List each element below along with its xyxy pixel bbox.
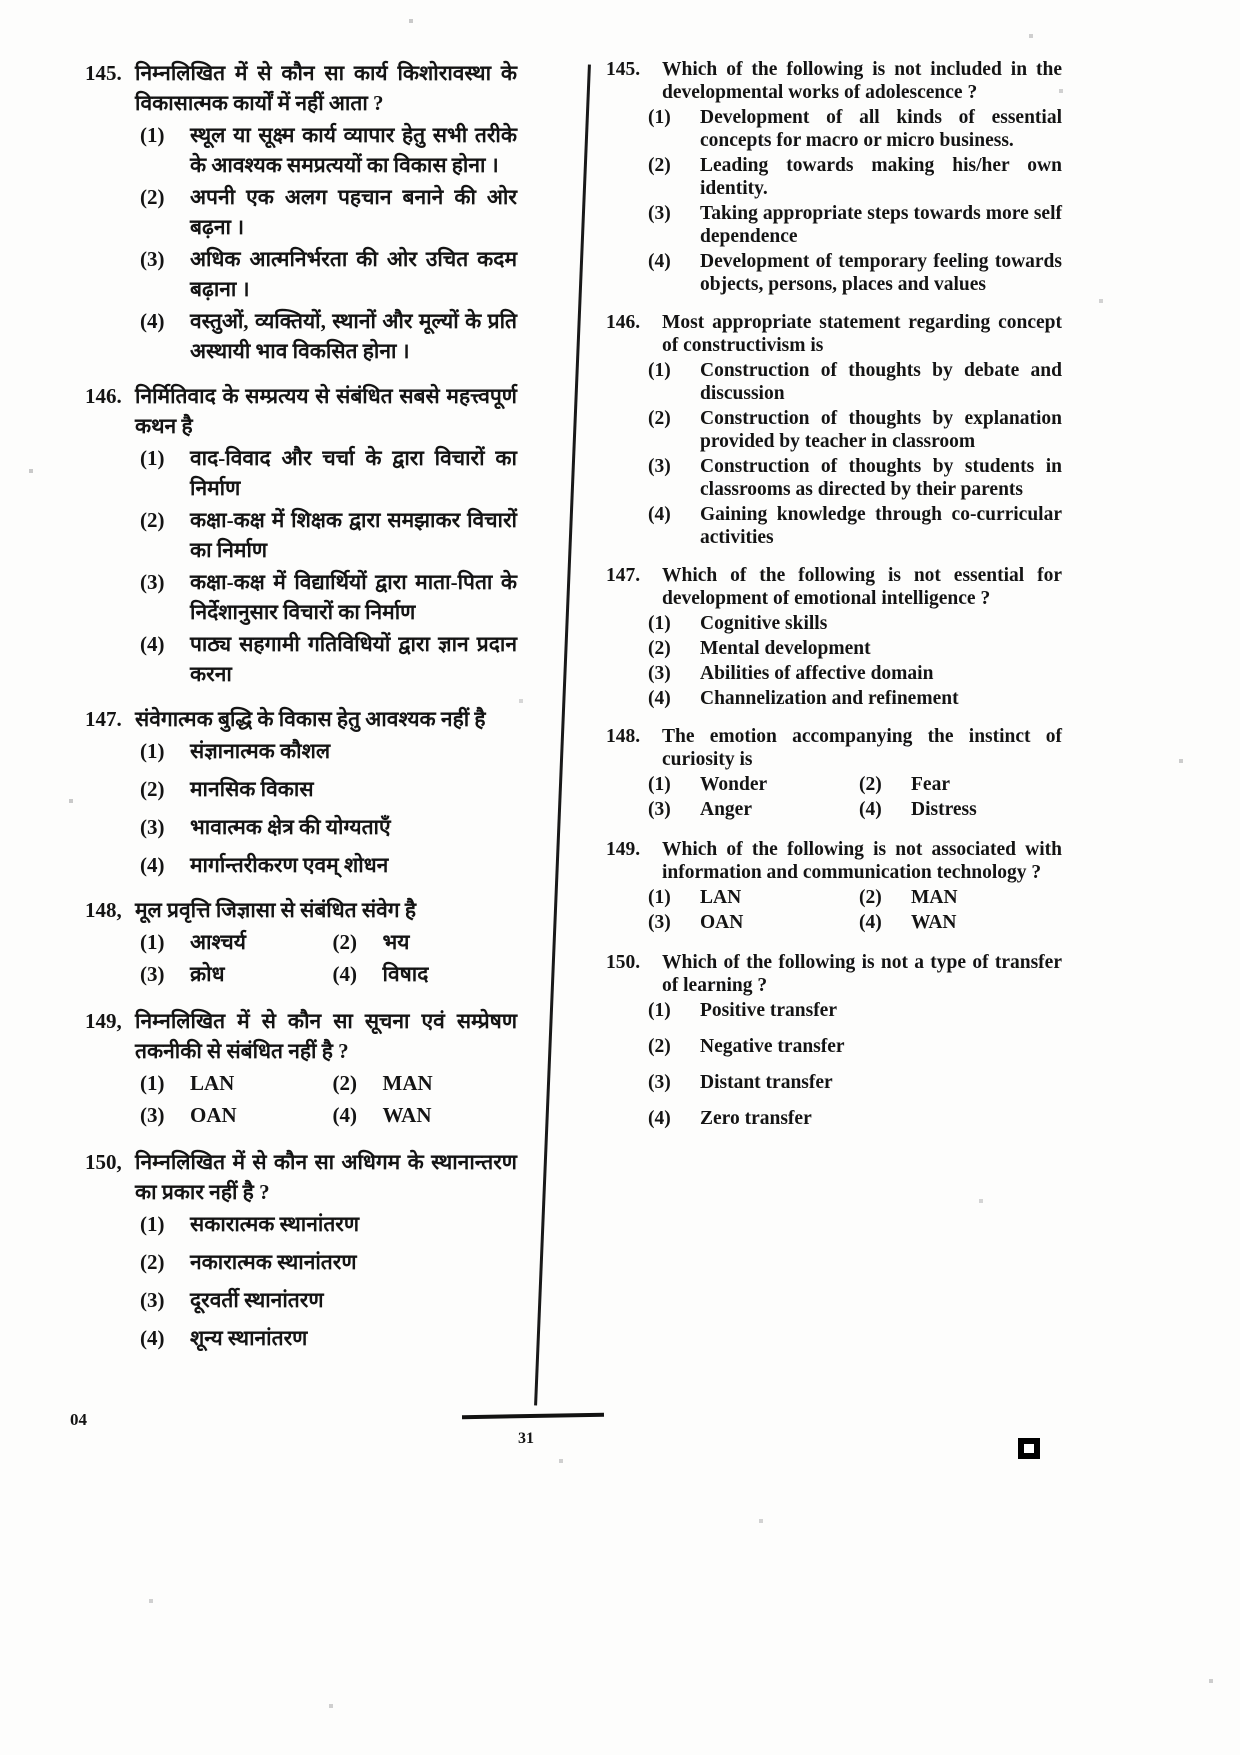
question-header (85, 1147, 517, 1207)
option-text: MAN (911, 887, 958, 908)
option-label: (4) (332, 1103, 357, 1127)
question-number: 150, (85, 1150, 122, 1174)
option-row (648, 886, 851, 909)
option-row (140, 1285, 517, 1315)
option-label: (3) (648, 1072, 671, 1093)
option-label: (1) (140, 1212, 165, 1236)
question-header (85, 895, 517, 925)
option-text: संज्ञानात्मक कौशल (190, 739, 331, 763)
option-label: (1) (648, 107, 671, 128)
option-text: भावात्मक क्षेत्र की योग्यताएँ (190, 815, 391, 839)
question-text: Which of the following is not included in the developmental works of adolescence ? (662, 59, 1062, 103)
option-text: Taking appropriate steps towards more self dependence (700, 203, 1062, 247)
option-label: (3) (140, 815, 165, 839)
option-row (140, 1068, 325, 1098)
option-label: (3) (140, 1288, 165, 1312)
options-list (648, 999, 1062, 1130)
option-text: Leading towards making his/her own identity. (700, 155, 1062, 199)
option-text: सकारात्मक स्थानांतरण (190, 1212, 360, 1236)
option-row (333, 1068, 518, 1098)
question-header (85, 1006, 517, 1066)
option-row (648, 687, 1062, 710)
options-list (140, 1209, 517, 1353)
option-label: (2) (140, 508, 165, 532)
option-row (648, 359, 1062, 405)
option-row (648, 999, 1062, 1022)
option-row (648, 106, 1062, 152)
option-label: (4) (140, 1326, 165, 1350)
option-text: Construction of thoughts by students in classrooms as directed by their parents (700, 456, 1062, 500)
option-label: (1) (140, 446, 165, 470)
option-label: (3) (140, 962, 165, 986)
question-text: निम्नलिखित में से कौन सा सूचना एवं सम्प्रेषण तकनीकी से संबंधित नहीं है ? (135, 1009, 517, 1063)
option-text: Zero transfer (700, 1108, 812, 1129)
question-hindi-146 (85, 381, 517, 689)
options-list (140, 1068, 517, 1132)
question-number: 146. (85, 384, 122, 408)
question-hindi-149 (85, 1006, 517, 1132)
option-text: पाठ्य सहगामी गतिविधियों द्वारा ज्ञान प्रदान करना (190, 632, 517, 686)
option-row (140, 505, 517, 565)
option-row (648, 1071, 1062, 1094)
question-header (85, 381, 517, 441)
option-label: (4) (648, 504, 671, 525)
option-row (333, 927, 518, 957)
option-row (140, 850, 517, 880)
option-row (140, 306, 517, 366)
option-label: (3) (648, 203, 671, 224)
option-row (648, 455, 1062, 501)
option-text: WAN (911, 912, 957, 933)
option-label: (4) (140, 632, 165, 656)
option-text: Anger (700, 799, 752, 820)
option-row (859, 911, 1062, 934)
option-label: (1) (140, 123, 165, 147)
option-row (140, 1247, 517, 1277)
question-number: 150. (606, 952, 641, 973)
question-header (85, 58, 517, 118)
option-row (140, 959, 325, 989)
option-text: WAN (382, 1103, 432, 1127)
question-header (606, 951, 1062, 997)
question-header (606, 311, 1062, 357)
option-row (648, 612, 1062, 635)
option-text: अपनी एक अलग पहचान बनाने की ओर बढ़ना । (190, 185, 517, 239)
option-row (859, 798, 1062, 821)
option-text: आश्चर्य (190, 930, 246, 954)
question-text: निर्मितिवाद के सम्प्रत्यय से संबंधित सबसे महत्त्वपूर्ण कथन है (135, 384, 517, 438)
option-text: शून्य स्थानांतरण (190, 1326, 308, 1350)
option-row (333, 1100, 518, 1130)
options-list (648, 359, 1062, 549)
option-text: OAN (700, 912, 744, 933)
option-text: Distress (911, 799, 977, 820)
question-header (606, 564, 1062, 610)
hindi-question-column (85, 58, 517, 1368)
option-text: मार्गान्तरीकरण एवम् शोधन (190, 853, 389, 877)
option-label: (4) (140, 853, 165, 877)
question-header (606, 725, 1062, 771)
option-label: (4) (859, 912, 882, 933)
option-label: (2) (140, 1250, 165, 1274)
option-label: (1) (140, 739, 165, 763)
option-text: Abilities of affective domain (700, 663, 934, 684)
question-hindi-148 (85, 895, 517, 991)
option-row (648, 637, 1062, 660)
question-text: Which of the following is not associated with information and communication technology ? (662, 839, 1062, 883)
question-number: 147. (85, 707, 122, 731)
option-text: MAN (382, 1071, 433, 1095)
option-text: Cognitive skills (700, 613, 828, 634)
corner-registration-mark-icon (1018, 1438, 1040, 1459)
question-number: 147. (606, 565, 641, 586)
option-label: (2) (648, 1036, 671, 1057)
question-text: निम्नलिखित में से कौन सा अधिगम के स्थानान्तरण का प्रकार नहीं है ? (135, 1150, 517, 1204)
option-label: (3) (648, 456, 671, 477)
options-list (648, 773, 1062, 823)
option-row (859, 886, 1062, 909)
question-header (606, 58, 1062, 104)
option-row (140, 812, 517, 842)
option-text: LAN (700, 887, 742, 908)
option-label: (1) (648, 360, 671, 381)
option-label: (4) (648, 688, 671, 709)
option-text: Wonder (700, 774, 768, 795)
question-english-148 (606, 725, 1062, 823)
option-text: Positive transfer (700, 1000, 837, 1021)
option-label: (3) (140, 1103, 165, 1127)
option-row (140, 182, 517, 242)
option-row (648, 773, 851, 796)
option-text: दूरवर्ती स्थानांतरण (190, 1288, 324, 1312)
option-label: (2) (648, 408, 671, 429)
options-list (140, 120, 517, 366)
option-row (140, 736, 517, 766)
option-text: Gaining knowledge through co-curricular activities (700, 504, 1062, 548)
option-text: Construction of thoughts by explanation provided by teacher in classroom (700, 408, 1062, 452)
option-label: (2) (859, 887, 882, 908)
options-list (648, 886, 1062, 936)
option-label: (4) (859, 799, 882, 820)
option-label: (1) (648, 774, 671, 795)
question-text: निम्नलिखित में से कौन सा कार्य किशोरावस्था के विकासात्मक कार्यों में नहीं आता ? (135, 61, 517, 115)
option-row (648, 662, 1062, 685)
option-text: क्रोध (190, 962, 225, 986)
option-row (648, 503, 1062, 549)
option-label: (3) (648, 799, 671, 820)
option-text: मानसिक विकास (190, 777, 314, 801)
question-number: 149, (85, 1009, 122, 1033)
options-list (140, 927, 517, 991)
question-number: 148, (85, 898, 122, 922)
page-number: 31 (518, 1430, 534, 1447)
option-row (140, 1209, 517, 1239)
option-row (859, 773, 1062, 796)
option-row (140, 567, 517, 627)
option-row (140, 443, 517, 503)
options-list (648, 106, 1062, 296)
option-text: Distant transfer (700, 1072, 833, 1093)
option-row (140, 244, 517, 304)
question-text: Which of the following is not essential for development of emotional intelligence ? (662, 565, 1062, 609)
option-label: (4) (648, 251, 671, 272)
option-text: अधिक आत्मनिर्भरता की ओर उचित कदम बढ़ाना । (190, 247, 517, 301)
option-text: Development of temporary feeling towards objects, persons, places and values (700, 251, 1062, 295)
option-label: (3) (648, 663, 671, 684)
options-list (140, 736, 517, 880)
option-row (648, 407, 1062, 453)
option-label: (2) (648, 638, 671, 659)
option-text: Channelization and refinement (700, 688, 959, 709)
option-text: OAN (190, 1103, 237, 1127)
option-row (648, 250, 1062, 296)
option-row (333, 959, 518, 989)
options-list (140, 443, 517, 689)
option-label: (4) (332, 962, 357, 986)
option-row (648, 1107, 1062, 1130)
option-label: (2) (140, 185, 165, 209)
option-text: भय (382, 930, 410, 954)
question-number: 146. (606, 312, 641, 333)
question-english-150 (606, 951, 1062, 1130)
option-text: Development of all kinds of essential concepts for macro or micro business. (700, 107, 1062, 151)
question-number: 148. (606, 726, 641, 747)
option-label: (2) (140, 777, 165, 801)
option-text: LAN (190, 1071, 235, 1095)
option-label: (1) (140, 1071, 165, 1095)
option-row (140, 774, 517, 804)
option-label: (1) (648, 887, 671, 908)
option-text: Mental development (700, 638, 871, 659)
option-label: (2) (332, 1071, 357, 1095)
option-row (140, 629, 517, 689)
option-text: Construction of thoughts by debate and discussion (700, 360, 1062, 404)
option-label: (3) (140, 570, 165, 594)
question-header (85, 704, 517, 734)
scan-noise-speckles (0, 0, 2, 2)
option-row (648, 798, 851, 821)
option-text: वाद-विवाद और चर्चा के द्वारा विचारों का निर्माण (190, 446, 517, 500)
option-row (648, 154, 1062, 200)
question-number: 145. (85, 61, 122, 85)
option-label: (2) (648, 155, 671, 176)
question-hindi-147 (85, 704, 517, 880)
column-divider-line (534, 64, 591, 1405)
question-hindi-145 (85, 58, 517, 366)
question-text: संवेगात्मक बुद्धि के विकास हेतु आवश्यक नहीं है (135, 707, 486, 731)
option-text: नकारात्मक स्थानांतरण (190, 1250, 357, 1274)
option-row (140, 1323, 517, 1353)
option-label: (1) (648, 1000, 671, 1021)
option-label: (3) (140, 247, 165, 271)
footer-rule-line (462, 1413, 604, 1419)
option-row (648, 202, 1062, 248)
booklet-code: 04 (70, 1410, 87, 1429)
question-english-149 (606, 838, 1062, 936)
question-number: 145. (606, 59, 641, 80)
question-number: 149. (606, 839, 641, 860)
option-label: (2) (332, 930, 357, 954)
option-text: वस्तुओं, व्यक्तियों, स्थानों और मूल्यों के प्रति अस्थायी भाव विकसित होना । (190, 309, 517, 363)
english-question-column (606, 58, 1062, 1145)
option-text: कक्षा-कक्ष में विद्यार्थियों द्वारा माता-पिता के निर्देशानुसार विचारों का निर्माण (190, 570, 517, 624)
question-hindi-150 (85, 1147, 517, 1353)
option-label: (2) (859, 774, 882, 795)
options-list (648, 612, 1062, 710)
option-text: विषाद (382, 962, 429, 986)
question-header (606, 838, 1062, 884)
option-row (140, 120, 517, 180)
question-text: The emotion accompanying the instinct of curiosity is (662, 726, 1062, 770)
option-text: कक्षा-कक्ष में शिक्षक द्वारा समझाकर विचारों का निर्माण (190, 508, 517, 562)
option-label: (3) (648, 912, 671, 933)
option-label: (1) (140, 930, 165, 954)
question-text: मूल प्रवृत्ति जिज्ञासा से संबंधित संवेग है (135, 898, 416, 922)
option-row (140, 1100, 325, 1130)
option-label: (4) (140, 309, 165, 333)
question-text: Most appropriate statement regarding concept of constructivism is (662, 312, 1062, 356)
question-english-147 (606, 564, 1062, 710)
question-english-145 (606, 58, 1062, 296)
option-row (648, 911, 851, 934)
option-row (140, 927, 325, 957)
question-english-146 (606, 311, 1062, 549)
option-text: स्थूल या सूक्ष्म कार्य व्यापार हेतु सभी तरीके के आवश्यक समप्रत्ययों का विकास होना । (190, 123, 517, 177)
option-row (648, 1035, 1062, 1058)
option-text: Negative transfer (700, 1036, 845, 1057)
option-text: Fear (911, 774, 950, 795)
option-label: (1) (648, 613, 671, 634)
option-label: (4) (648, 1108, 671, 1129)
question-text: Which of the following is not a type of transfer of learning ? (662, 952, 1062, 996)
